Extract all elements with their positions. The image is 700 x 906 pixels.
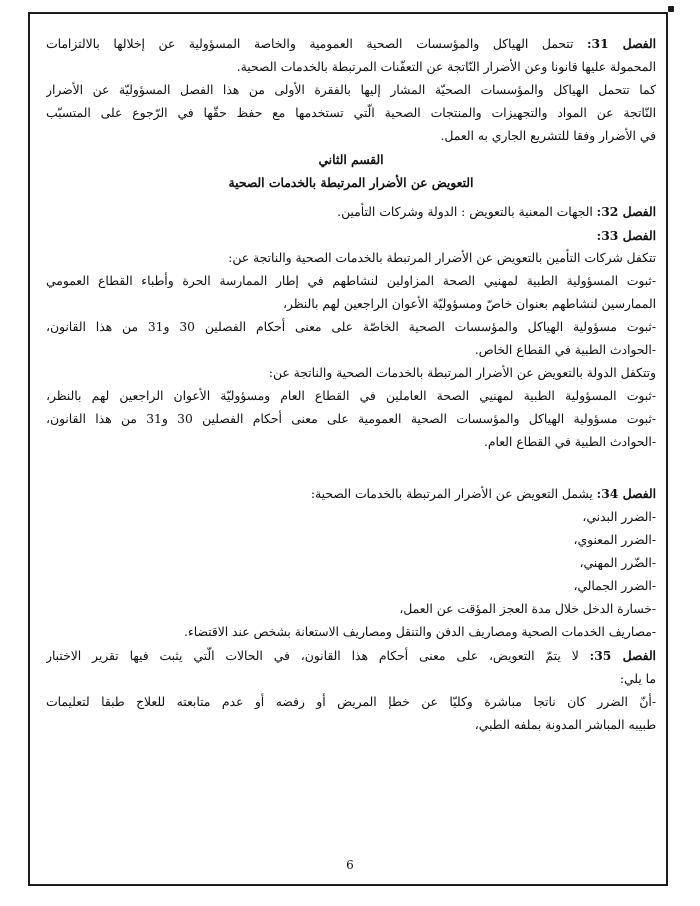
art33-line-9: -الحوادث الطبية في القطاع العام.: [483, 435, 656, 449]
art34-item: -مصاريف الخدمات الصحية ومصاريف الدفن والتنقل ومصاريف الاستعانة بشخص عند الاقتضاء.: [184, 625, 656, 639]
corner-mark: [668, 6, 674, 12]
art34-item: -الضّرر المهني،: [579, 556, 656, 570]
document-body: [46, 32, 656, 737]
art32-line: الفصل 32: الجهات المعنية بالتعويض : الدولة وشركات التأمين.: [337, 204, 656, 219]
art32-label: الفصل 32:: [596, 204, 656, 219]
art33-line-4: -ثبوت مسؤولية الهياكل والمؤسسات الصحية الخاصّة على معنى أحكام الفصلين 30 و31 من هذا القانون،: [46, 320, 656, 334]
art33-line-8: -ثبوت مسؤولية الهياكل والمؤسسات الصحية العمومية على معنى أحكام الفصلين 30 و31 من هذا القانون،: [46, 412, 656, 426]
art33-line-1: تتكفل شركات التأمين بالتعويض عن الأضرار المرتبطة بالخدمات الصحية والناتجة عن:: [228, 251, 656, 265]
art34-label: الفصل 34:: [596, 486, 656, 501]
art33-line-7: -ثبوت المسؤولية الطبية لمهنيي الصحة العاملين في القطاع العام ومسؤوليّة الأعوان الراجعين لهم بالنظر،: [46, 389, 656, 403]
art33-line-3: الممارسين لنشاطهم بعنوان خاصّ ومسؤوليّة الأعوان الراجعين لهم بالنظر،: [282, 297, 656, 311]
art31-line-1: الفصل 31: تتحمل الهياكل والمؤسسات الصحية العمومية والخاصة المسؤولية عن إخلالها بالالتزامات: [46, 36, 656, 51]
art33-line-6: وتتكفل الدولة بالتعويض عن الأضرار المرتبطة بالخدمات الصحية والناتجة عن:: [268, 366, 656, 380]
art33-line-2: -ثبوت المسؤولية الطبية لمهنيي الصحة المزاولين لنشاطهم في إطار الممارسة الحرة وأطباء القطاع العمومي: [46, 274, 656, 288]
art31-line-3: كما تتحمل الهياكل والمؤسسات الصحيّة المشار إليها بالفقرة الأولى من هذا الفصل المسؤوليّة عن الأضرار: [46, 83, 656, 97]
art35-line-3: -أنّ الضرر كان ناتجا مباشرة وكليّا عن خطإ المريض أو رفضه أو عدم متابعته للعلاج طبقا لتعليمات: [46, 695, 656, 709]
art34-item: -الضرر المعنوي،: [573, 533, 656, 547]
art33-line-5: -الحوادث الطبية في القطاع الخاص.: [474, 343, 656, 357]
art35-label: الفصل 35:: [589, 648, 656, 663]
art34-item: -الضرر الجمالي،: [573, 579, 656, 593]
art35-line-1: الفصل 35: لا يتمّ التعويض، على معنى أحكام هذا القانون، في الحالات الّتي يثبت فيها تقرير الاختبار: [46, 648, 656, 663]
art31-line-5: في الأضرار وفقا للتشريع الجاري به العمل.: [440, 129, 656, 143]
art35-line-4: طبيبه المباشر المدونة بملفه الطبي،: [474, 718, 656, 732]
art34-item: -الضرر البدني،: [582, 510, 656, 524]
art31-label: الفصل 31:: [586, 36, 656, 51]
art31-line-4: النّاتجة عن المواد والتجهيزات والمنتجات الصحية الّتي تستخدمها مع حفظ حقّها في الرّجوع على المتسبّب: [46, 106, 656, 120]
page-number: 6: [346, 858, 354, 872]
art34-line: الفصل 34: يشمل التعويض عن الأضرار المرتبطة بالخدمات الصحية:: [310, 486, 656, 501]
art35-line-2: ما يلي:: [619, 672, 656, 686]
section-title: القسم الثاني: [318, 152, 384, 167]
art33-label: الفصل 33:: [596, 228, 656, 243]
section-subtitle: التعويض عن الأضرار المرتبطة بالخدمات الصحية: [228, 175, 474, 190]
art31-line-2: المحمولة عليها قانونا وعن الأضرار النّاتجة عن التعفّنات المرتبطة بالخدمات الصحية.: [236, 60, 656, 74]
art34-item: -خسارة الدخل خلال مدة العجز المؤقت عن العمل،: [399, 602, 656, 616]
